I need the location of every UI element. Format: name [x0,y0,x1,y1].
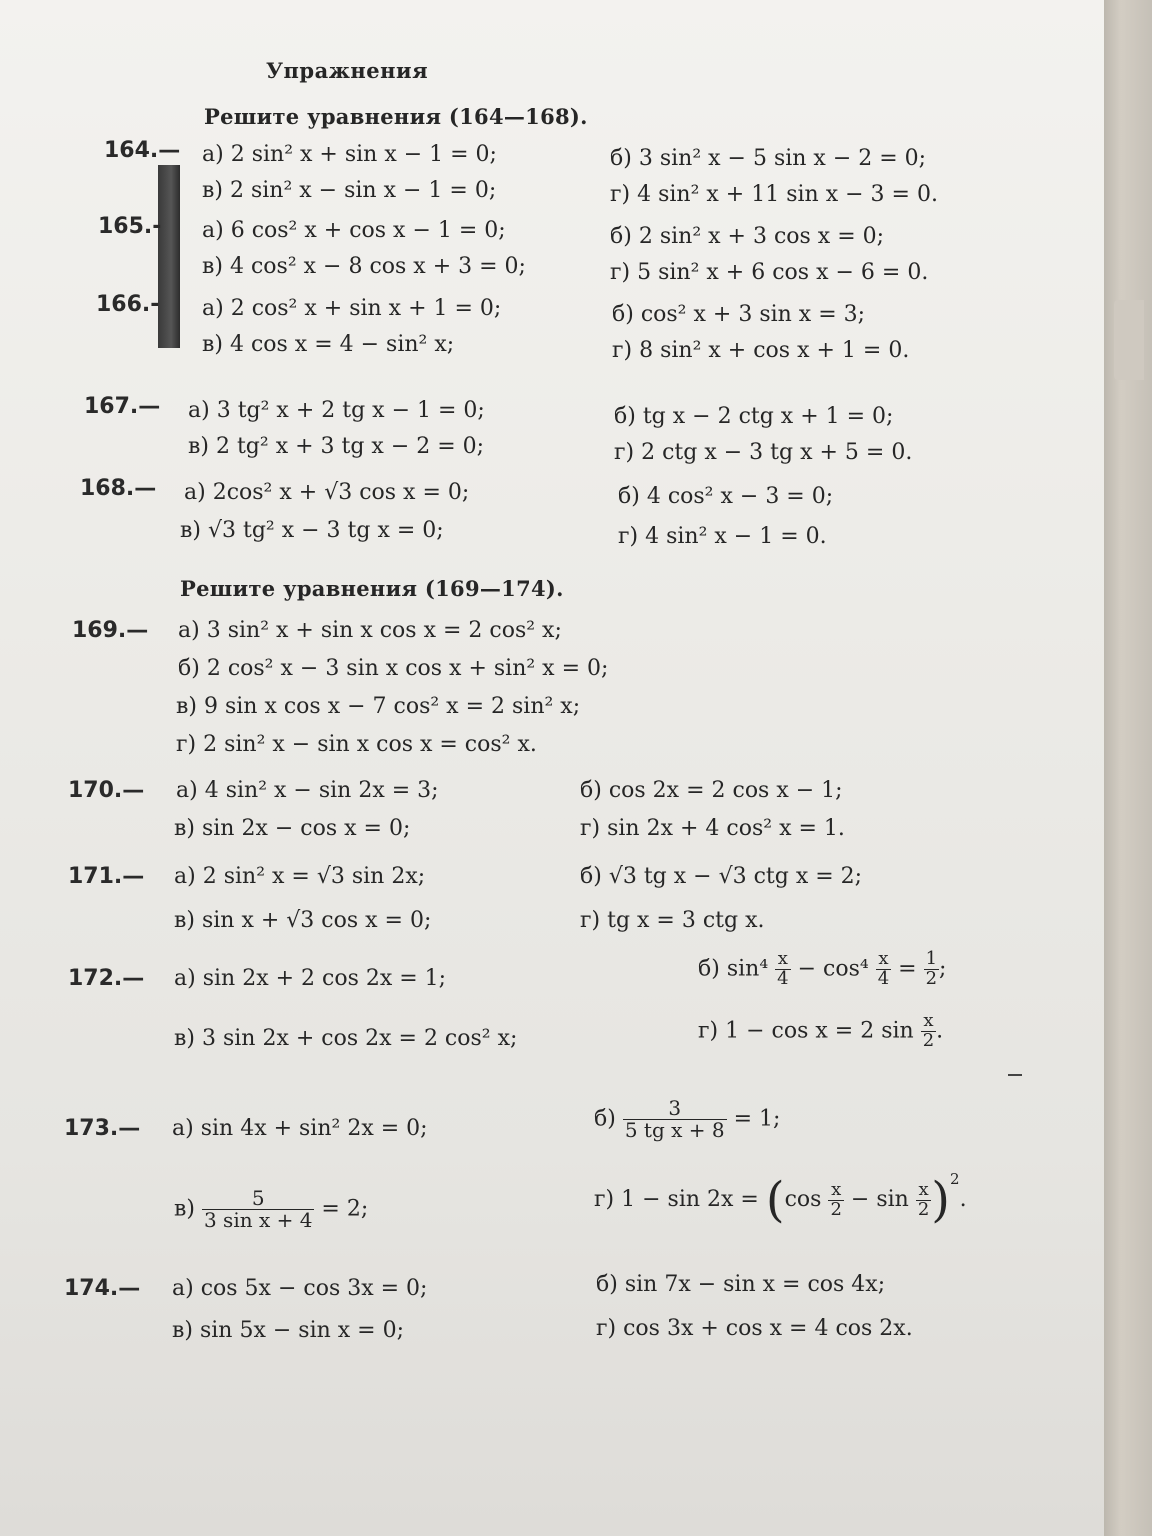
section-instruction-164-168: Решите уравнения (164—168). [204,104,588,129]
fraction-x-over-2-c: $\frac{x}{2}$ [830,1178,842,1220]
problem-164-v: в) 2 sin² x − sin x − 1 = 0; [202,178,497,203]
page-heading: Упражнения [266,58,429,83]
problem-166-g: г) 8 sin² x + cos x + 1 = 0. [612,338,910,363]
problem-167-a: а) 3 tg² x + 2 tg x − 1 = 0; [188,398,485,423]
problem-number-164: 164.— [104,138,181,163]
problem-170-g: г) sin 2x + 4 cos² x = 1. [580,816,845,841]
fraction-x-over-2-d: $\frac{x}{2}$ [917,1178,930,1220]
problem-171-a: а) 2 sin² x = √3 sin 2x; [174,864,426,889]
problem-168-a: а) 2cos² x + √3 cos x = 0; [184,480,470,505]
fraction-x-over-2: $\frac{x}{2}$ [922,1010,935,1051]
problem-number-170: 170.— [68,778,145,803]
problem-number-165: 165.- [98,214,162,239]
problem-173-a: а) sin 4x + sin² 2x = 0; [172,1116,428,1141]
problem-169-g: г) 2 sin² x − sin x cos x = cos² x. [176,732,537,757]
problem-167-g: г) 2 ctg x − 3 tg x + 5 = 0. [614,440,913,465]
highlight-bar [158,165,180,348]
fraction-1-over-2: $\frac{1}{2}$ [925,948,938,989]
problem-172-a: а) sin 2x + 2 cos 2x = 1; [174,966,447,991]
problem-164-a: а) 2 sin² x + sin x − 1 = 0; [202,142,497,167]
fraction-5-over-3sinx4: $\frac{5}{\text{3 sin x + 4}}$ [203,1186,313,1232]
problem-174-a: а) cos 5x − cos 3x = 0; [172,1276,428,1301]
margin-mark [1008,1074,1022,1076]
problem-165-g: г) 5 sin² x + 6 cos x − 6 = 0. [610,260,929,285]
problem-number-171: 171.— [68,864,145,889]
problem-171-b: б) √3 tg x − √3 ctg x = 2; [580,864,863,889]
problem-173-v: в) $\frac{5}{\text{3 sin x + 4}}$ = 2; [174,1186,369,1232]
problem-164-b: б) 3 sin² x − 5 sin x − 2 = 0; [610,146,927,171]
problem-number-172: 172.— [68,966,145,991]
problem-170-b: б) cos 2x = 2 cos x − 1; [580,778,843,803]
problem-number-169: 169.— [72,618,149,643]
problem-165-a: а) 6 cos² x + cos x − 1 = 0; [202,218,506,243]
problem-166-a: а) 2 cos² x + sin x + 1 = 0; [202,296,502,321]
problem-172-g: г) 1 − cos x = 2 sin $\frac{x}{2}$ . [698,1010,944,1051]
problem-173-g: г) 1 − sin 2x = (cos $\frac{x}{2}$ − sin $\frac{x}{2}$ )$^2$. [594,1169,967,1228]
problem-172-v: в) 3 sin 2x + cos 2x = 2 cos² x; [174,1026,518,1051]
problem-number-167: 167.— [84,394,161,419]
problem-number-168: 168.— [80,476,157,501]
problem-number-174: 174.— [64,1276,141,1301]
problem-174-v: в) sin 5x − sin x = 0; [172,1318,405,1343]
problem-165-b: б) 2 sin² x + 3 cos x = 0; [610,224,885,249]
problem-165-v: в) 4 cos² x − 8 cos x + 3 = 0; [202,254,526,279]
problem-174-g: г) cos 3x + cos x = 4 cos 2x. [596,1316,913,1341]
problem-170-a: а) 4 sin² x − sin 2x = 3; [176,778,439,803]
problem-168-b: б) 4 cos² x − 3 = 0; [618,484,834,509]
problem-number-166: 166.- [96,292,160,317]
problem-169-b: б) 2 cos² x − 3 sin x cos x + sin² x = 0; [178,656,609,681]
problem-168-g: г) 4 sin² x − 1 = 0. [618,524,827,549]
problem-171-g: г) tg x = 3 ctg x. [580,908,765,933]
problem-174-b: б) sin 7x − sin x = cos 4x; [596,1272,886,1297]
problem-168-v: в) √3 tg² x − 3 tg x = 0; [180,518,444,543]
fraction-x-over-4-b: $\frac{x}{4}$ [877,948,890,989]
problem-171-v: в) sin x + √3 cos x = 0; [174,908,432,933]
problem-164-g: г) 4 sin² x + 11 sin x − 3 = 0. [610,182,938,207]
problem-166-b: б) cos² x + 3 sin x = 3; [612,302,866,327]
page-edge-background [1104,0,1152,1536]
fraction-3-over-5tgx8: $\frac{3}{\text{5 tg x + 8}}$ [624,1096,725,1142]
problem-166-v: в) 4 cos x = 4 − sin² x; [202,332,455,357]
problem-170-v: в) sin 2x − cos x = 0; [174,816,411,841]
section-instruction-169-174: Решите уравнения (169—174). [180,576,564,601]
problem-169-v: в) 9 sin x cos x − 7 cos² x = 2 sin² x; [176,694,581,719]
fraction-x-over-4-a: $\frac{x}{4}$ [777,948,789,989]
problem-number-173: 173.— [64,1116,141,1141]
problem-173-b: б) $\frac{3}{\text{5 tg x + 8}}$ = 1; [594,1096,781,1142]
problem-167-v: в) 2 tg² x + 3 tg x − 2 = 0; [188,434,485,459]
problem-172-b: б) sin⁴ $\frac{x}{4}$ − cos⁴ $\frac{x}{4}$ = $\frac{1}{2}$ ; [698,948,947,989]
problem-167-b: б) tg x − 2 ctg x + 1 = 0; [614,404,894,429]
problem-169-a: а) 3 sin² x + sin x cos x = 2 cos² x; [178,618,562,643]
